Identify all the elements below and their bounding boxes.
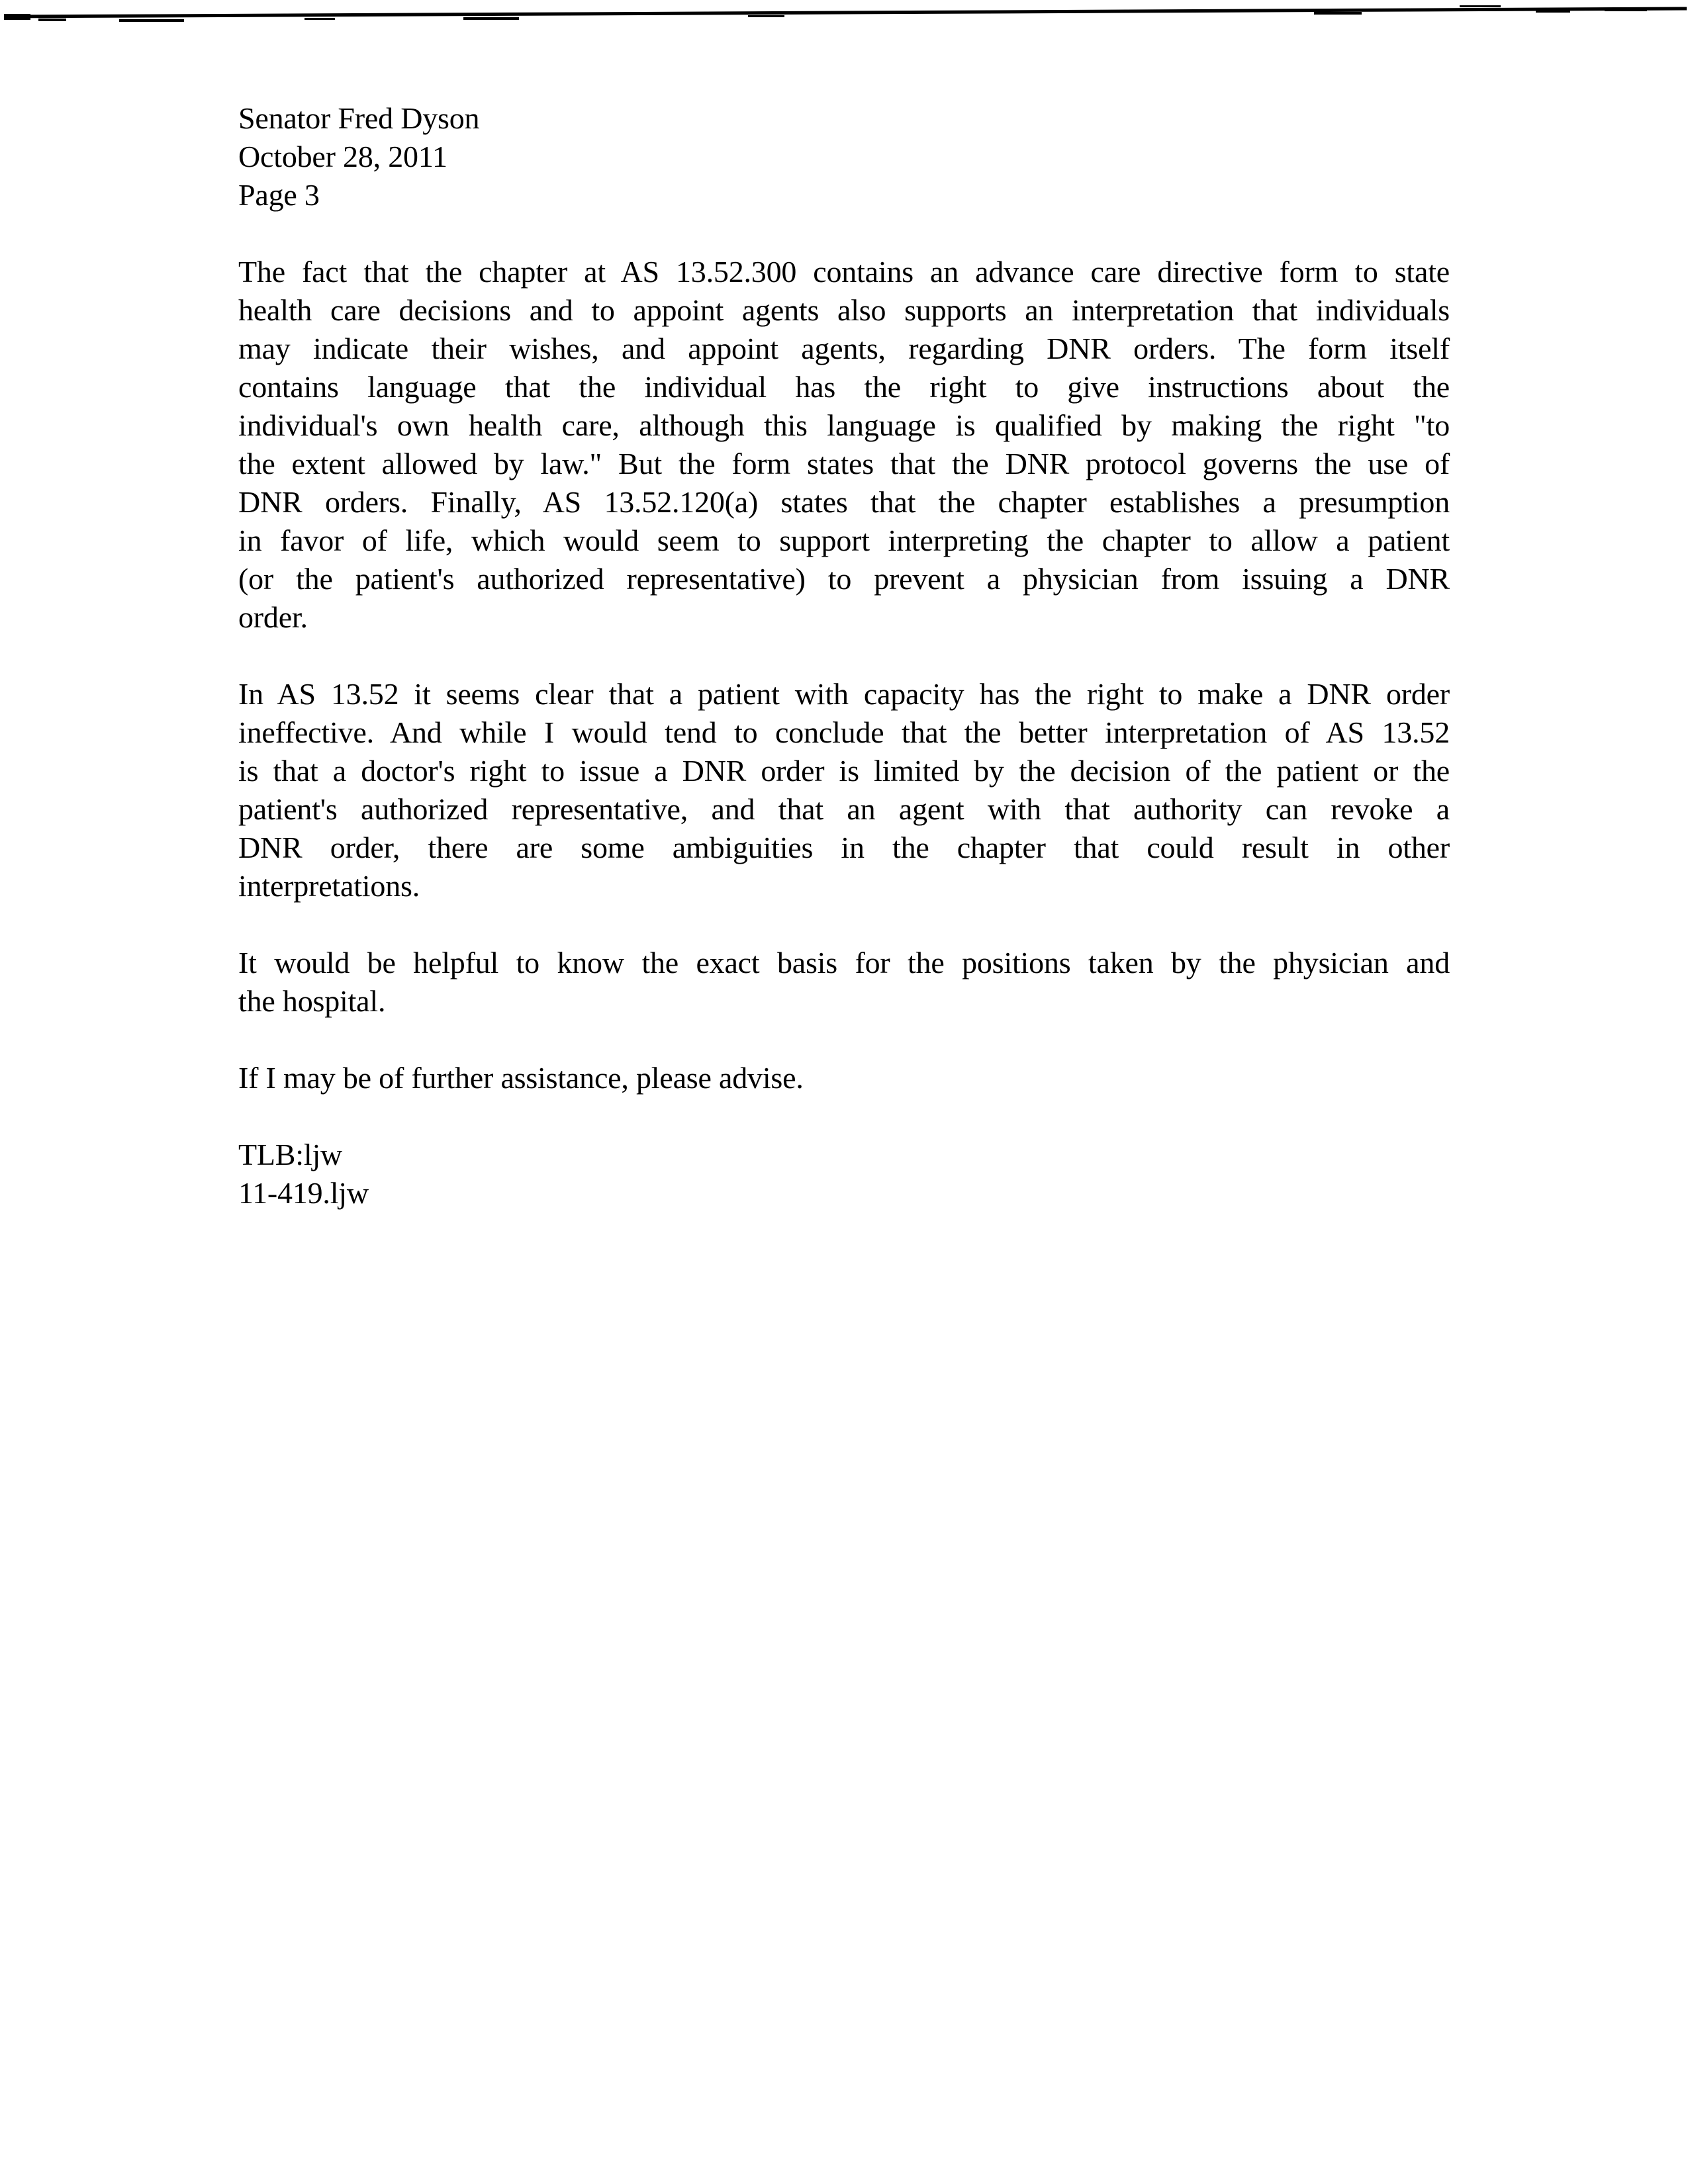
text-line: The fact that the chapter at AS 13.52.300 contains an advance care directive form to state (238, 255, 1450, 289)
text-line: the extent allowed by law." But the form states that the DNR protocol governs the use of (238, 447, 1450, 480)
letter-header (238, 99, 1450, 214)
header-line: Page 3 (238, 178, 320, 212)
header-line: Senator Fred Dyson (238, 101, 480, 135)
paragraph (238, 944, 1450, 1021)
text-line: In AS 13.52 it seems clear that a patient with capacity has the right to make a DNR order (238, 677, 1450, 711)
paragraph (238, 1059, 1450, 1097)
text-line: DNR orders. Finally, AS 13.52.120(a) states that the chapter establishes a presumption (238, 485, 1450, 519)
reference-block (238, 1136, 1450, 1212)
reference-line: TLB:ljw (238, 1138, 343, 1171)
reference-line: 11-419.ljw (238, 1176, 369, 1210)
text-line: DNR order, there are some ambiguities in the chapter that could result in other (238, 831, 1450, 864)
paragraph (238, 675, 1450, 905)
text-line: order. (238, 600, 308, 634)
text-line: health care decisions and to appoint agents also supports an interpretation that individuals (238, 293, 1450, 327)
text-line: ineffective. And while I would tend to conclude that the better interpretation of AS 13.52 (238, 715, 1450, 749)
text-line: contains language that the individual has the right to give instructions about the (238, 370, 1450, 404)
text-line: is that a doctor's right to issue a DNR order is limited by the decision of the patient or the (238, 754, 1450, 788)
text-line: may indicate their wishes, and appoint agents, regarding DNR orders. The form itself (238, 332, 1450, 365)
paragraph (238, 253, 1450, 637)
text-line: in favor of life, which would seem to support interpreting the chapter to allow a patient (238, 523, 1450, 557)
letter-content (238, 99, 1450, 1212)
text-line: the hospital. (238, 984, 386, 1018)
letter-paragraphs (238, 253, 1450, 1097)
text-line: interpretations. (238, 869, 420, 903)
text-line: patient's authorized representative, and that an agent with that authority can revoke a (238, 792, 1450, 826)
text-line: individual's own health care, although this language is qualified by making the right "to (238, 408, 1450, 442)
text-line: If I may be of further assistance, please advise. (238, 1061, 804, 1095)
text-line: It would be helpful to know the exact basis for the positions taken by the physician and (238, 946, 1450, 979)
text-line: (or the patient's authorized representative) to prevent a physician from issuing a DNR (238, 562, 1450, 596)
scan-artifact-line (0, 0, 1688, 29)
header-line: October 28, 2011 (238, 140, 447, 173)
